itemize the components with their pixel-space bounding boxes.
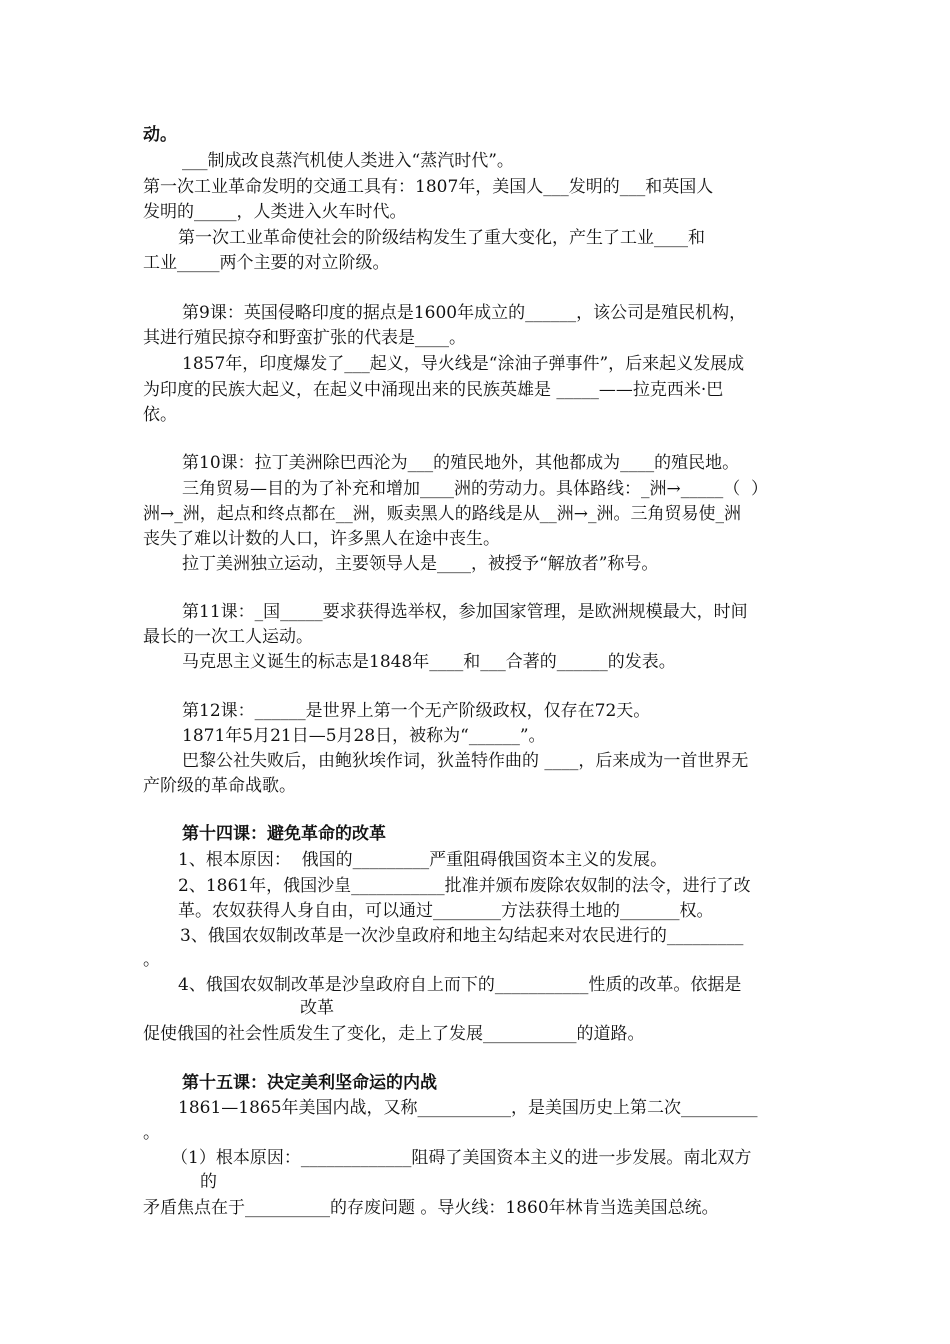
text-line: 第9课：英国侵略印度的据点是1600年成立的______，该公司是殖民机构，: [182, 303, 747, 323]
text-line: 改革: [300, 998, 334, 1018]
text-line: 马克思主义诞生的标志是1848年____和___合著的______的发表。: [182, 652, 676, 672]
text-line: 。: [143, 1123, 160, 1143]
text-line: 工业_____两个主要的对立阶级。: [143, 253, 390, 273]
text-line: 动。: [143, 125, 177, 145]
text-line: 革。农奴获得人身自由，可以通过________方法获得土地的_______权。: [178, 901, 714, 921]
text-line: 第10课：拉丁美洲除巴西沦为___的殖民地外，其他都成为____的殖民地。: [182, 453, 740, 473]
text-line: 2、1861年，俄国沙皇___________批准并颁布废除农奴制的法令，进行了改: [178, 876, 751, 896]
text-line: 3、俄国农奴制改革是一次沙皇政府和地主勾结起来对农民进行的_________: [180, 926, 744, 946]
text-line: 拉丁美洲独立运动，主要领导人是____，被授予“解放者”称号。: [182, 554, 659, 574]
text-line: 其进行殖民掠夺和野蛮扩张的代表是____。: [143, 328, 466, 348]
text-line: 产阶级的革命战歌。: [143, 776, 296, 796]
text-line: 巴黎公社失败后，由鲍狄埃作词，狄盖特作曲的 ____，后来成为一首世界无: [182, 751, 749, 771]
text-line: 三角贸易—目的为了补充和增加____洲的劳动力。具体路线：_洲→_____（ ）: [182, 479, 769, 499]
text-line: 最长的一次工人运动。: [143, 627, 313, 647]
section-heading: 第十五课：决定美利坚命运的内战: [182, 1073, 437, 1093]
text-line: ___制成改良蒸汽机使人类进入“蒸汽时代”。: [182, 151, 514, 171]
text-line: 1861—1865年美国内战，又称___________，是美国历史上第二次_________: [178, 1098, 758, 1118]
text-line: 第一次工业革命使社会的阶级结构发生了重大变化，产生了工业____和: [178, 228, 705, 248]
section-heading: 第十四课：避免革命的改革: [182, 824, 386, 844]
text-line: 为印度的民族大起义，在起义中涌现出来的民族英雄是 _____——拉克西米·巴: [143, 380, 724, 400]
text-line: 4、俄国农奴制改革是沙皇政府自上而下的___________性质的改革。依据是: [178, 975, 742, 995]
text-line: 促使俄国的社会性质发生了变化，走上了发展___________的道路。: [143, 1024, 645, 1044]
text-line: 第11课：_国_____要求获得选举权，参加国家管理，是欧洲规模最大，时间: [182, 602, 748, 622]
text-line: 第一次工业革命发明的交通工具有：1807年，美国人___发明的___和英国人: [143, 177, 714, 197]
text-line: 第12课：______是世界上第一个无产阶级政权，仅存在72天。: [182, 701, 651, 721]
text-line: 。: [143, 950, 160, 970]
text-line: 1857年，印度爆发了___起义，导火线是“涂油子弹事件”，后来起义发展成: [182, 354, 745, 374]
text-line: 洲→_洲，起点和终点都在__洲，贩卖黑人的路线是从__洲→_洲。三角贸易使_洲: [143, 504, 741, 524]
text-line: 1871年5月21日—5月28日，被称为“______”。: [182, 726, 546, 746]
text-line: 丧失了难以计数的人口，许多黑人在途中丧生。: [143, 529, 500, 549]
text-line: （1）根本原因：_____________阻碍了美国资本主义的进一步发展。南北双方: [171, 1148, 752, 1168]
text-line: 1、根本原因： 俄国的_________严重阻碍俄国资本主义的发展。: [178, 850, 668, 870]
text-line: 的: [200, 1172, 217, 1192]
text-line: 依。: [143, 405, 177, 425]
text-line: 发明的_____，人类进入火车时代。: [143, 202, 407, 222]
text-line: 矛盾焦点在于__________的存废问题 。导火线：1860年林肯当选美国总统。: [143, 1198, 719, 1218]
